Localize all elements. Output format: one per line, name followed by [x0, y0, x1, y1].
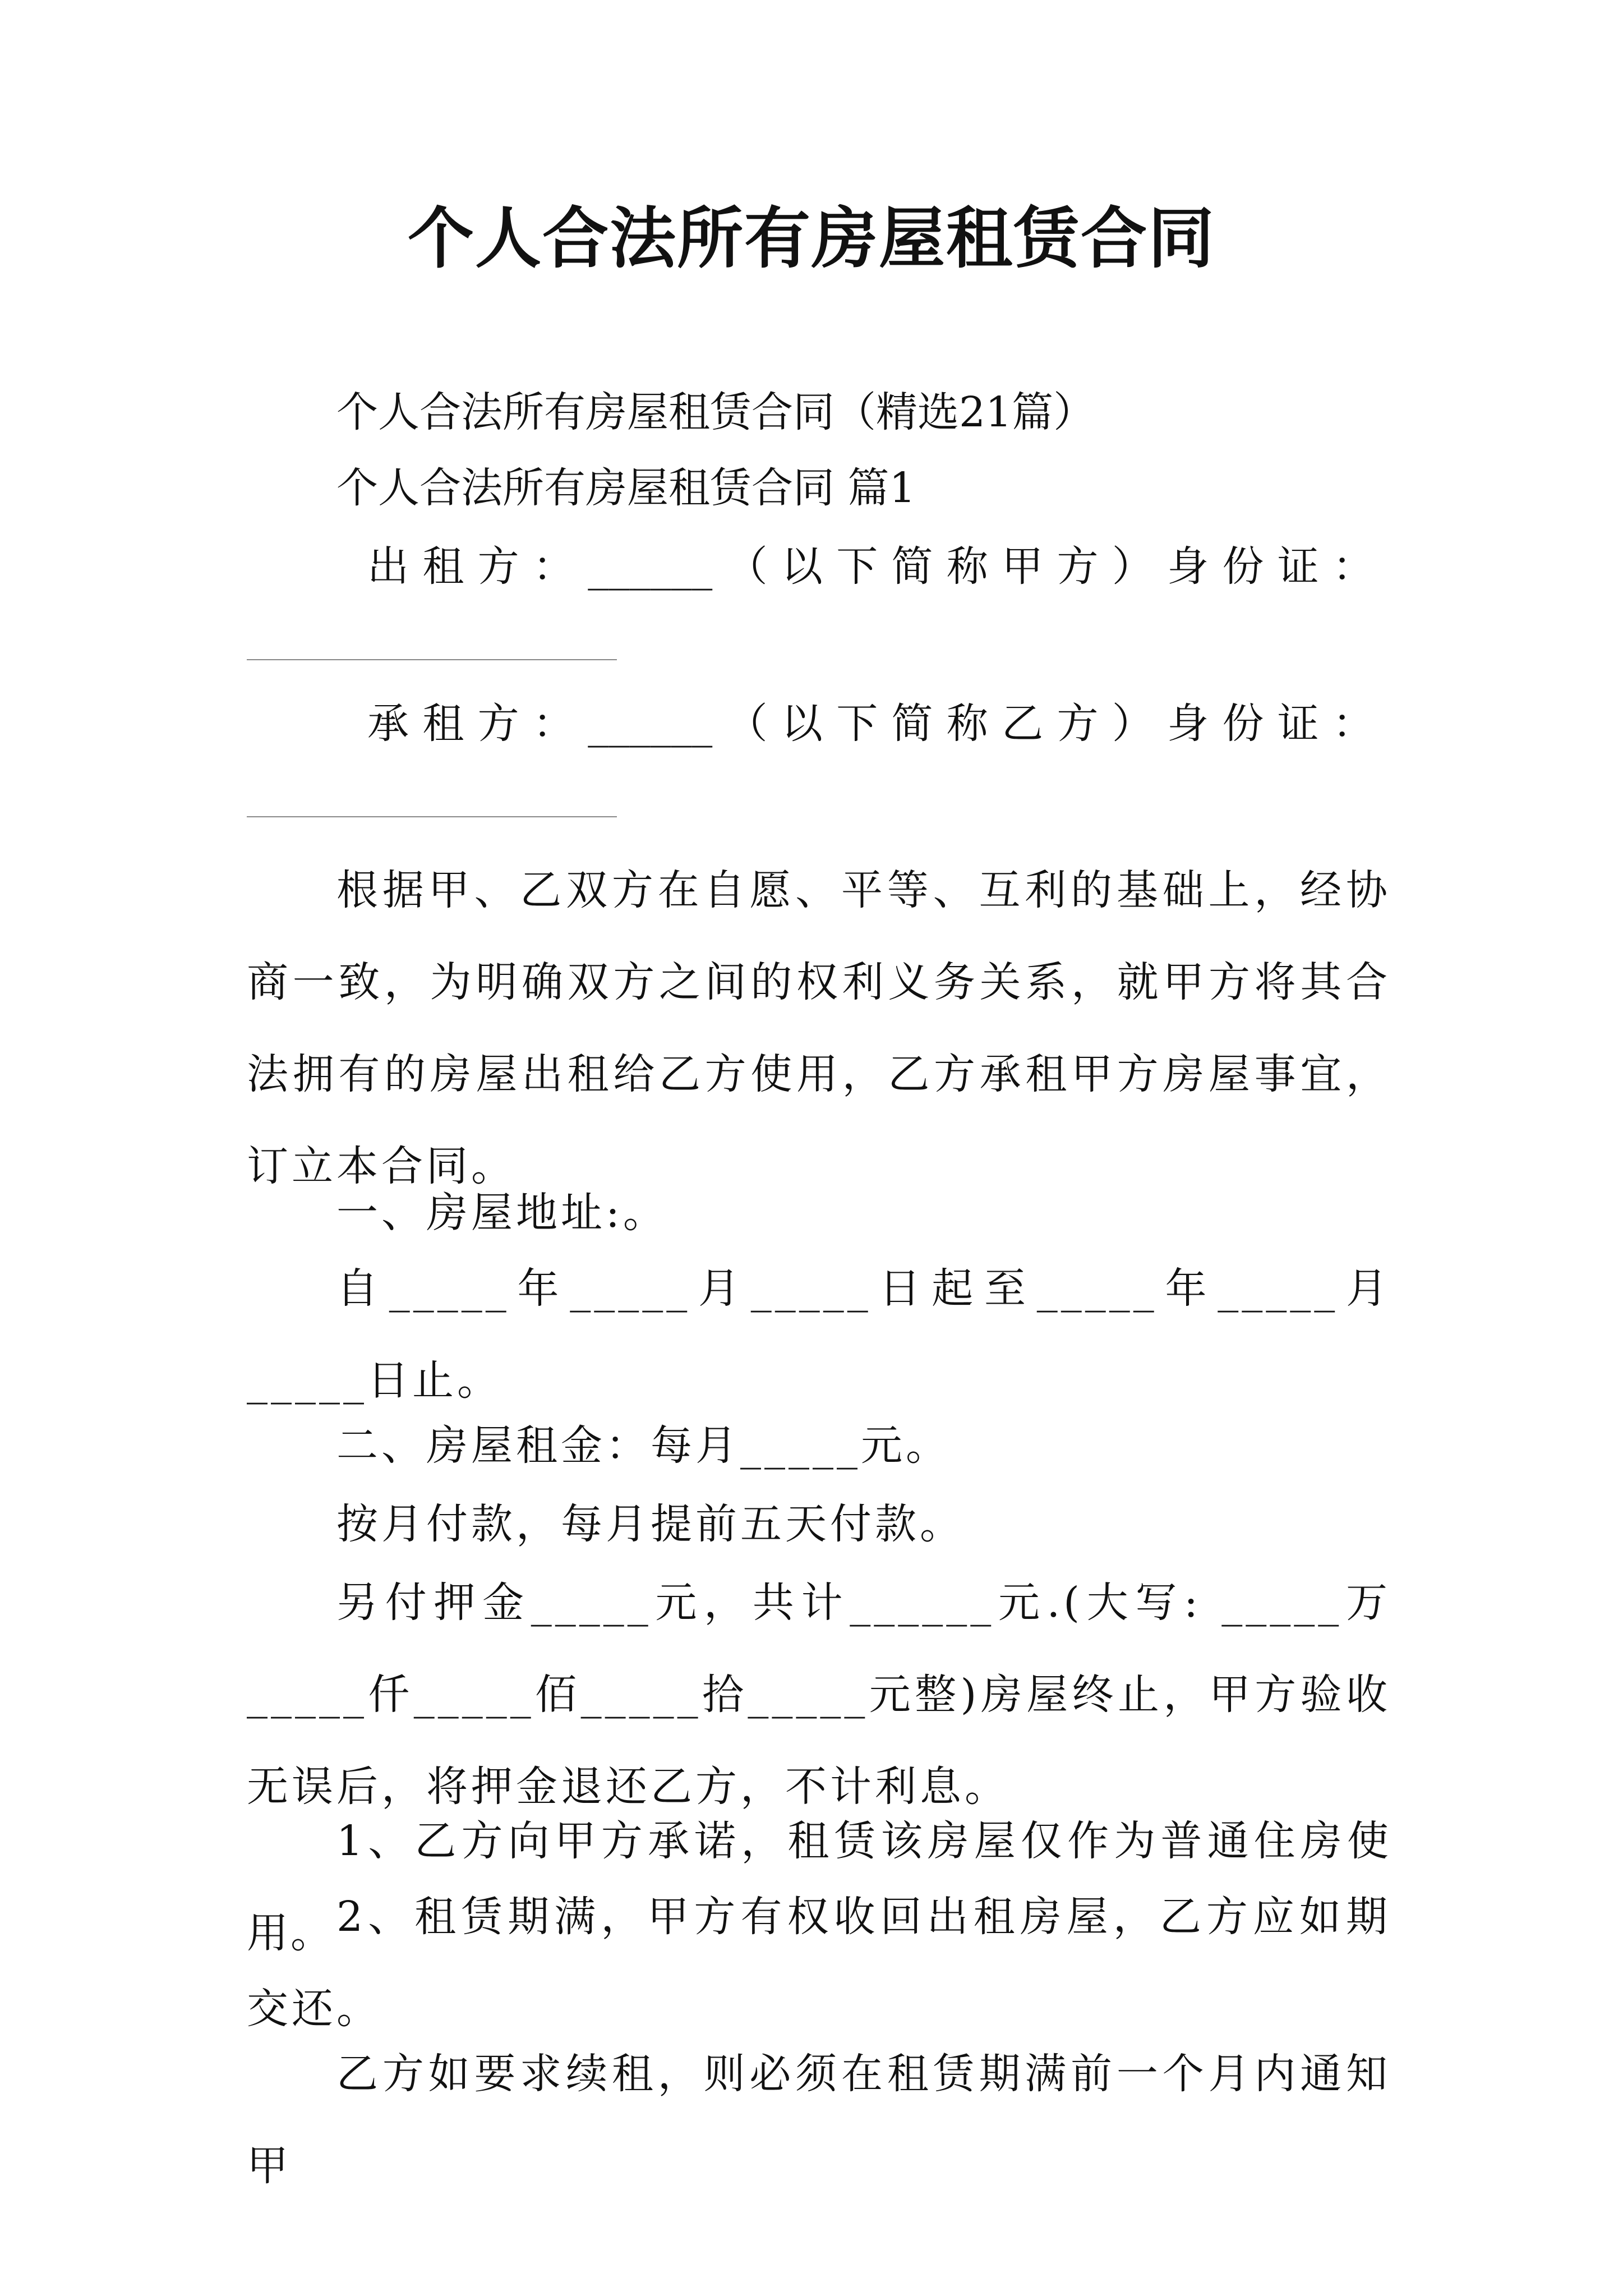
lessor-char: ： [532, 542, 574, 591]
clause-item-1: 1、乙方向甲方承诺，租赁该房屋仅作为普通住房使用。 [247, 1817, 1391, 1957]
lessor-char: 简 [891, 542, 933, 591]
lessor-char: 证 [1277, 542, 1319, 591]
document-subtitle: 个人合法所有房屋租赁合同（精选21篇） [336, 388, 1095, 436]
lessor-char: 称 [946, 542, 988, 591]
lessee-id-blank-line [247, 816, 617, 817]
clause-deposit: 另付押金_____元，共计______元.(大写: _____万_____仟_____佰_____拾_____元整)房屋终止，甲方验收无误后，将押金退还乙方，不计利息。 [247, 1579, 1391, 1811]
lessee-char: 租 [422, 700, 464, 748]
lessor-char: 甲 [1002, 542, 1044, 591]
lessor-line [367, 541, 1374, 592]
document-title: 个人合法所有房屋租赁合同 [407, 199, 1215, 277]
lessor-char: 租 [422, 542, 464, 591]
clause-payment: 按月付款，每月提前五天付款。 [336, 1500, 965, 1548]
lessor-char: 方 [1057, 542, 1099, 591]
lessee-char: ： [1332, 700, 1374, 748]
lessor-char: 以 [781, 542, 823, 591]
lessee-char: 以 [781, 700, 823, 748]
section-heading: 个人合法所有房屋租赁合同 篇1 [336, 464, 916, 512]
clause-item-2: 2、租赁期满，甲方有权收回出租房屋，乙方应如期交还。 [247, 1893, 1391, 2033]
lessee-char: ） [1112, 700, 1154, 748]
lessee-char: ： [532, 700, 574, 748]
lessee-char: 称 [946, 700, 988, 748]
intro-paragraph: 根据甲、乙双方在自愿、平等、互利的基础上，经协商一致，为明确双方之间的权利义务关系，就甲方将其合法拥有的房屋出租给乙方使用，乙方承租甲方房屋事宜，订立本合同。 [247, 866, 1391, 1190]
clause-term: 自_____年_____月_____日起至_____年_____月_____日止。 [247, 1264, 1391, 1405]
lessor-char: 出 [367, 542, 409, 591]
lessor-char: 身 [1167, 542, 1209, 591]
lessee-char: 份 [1222, 700, 1264, 748]
lessee-char: （ [726, 700, 768, 748]
clause-rent: 二、房屋租金：每月_____元。 [336, 1421, 951, 1470]
lessor-char: ） [1112, 542, 1154, 591]
lessor-char: 方 [477, 542, 519, 591]
lessee-char: 下 [836, 700, 878, 748]
lessee-line [367, 698, 1374, 749]
clause-address: 一、房屋地址:。 [336, 1189, 668, 1237]
lessor-id-blank-line [247, 659, 617, 660]
lessor-char: ： [1332, 542, 1374, 591]
lessee-char: 简 [891, 700, 933, 748]
lessor-char: 份 [1222, 542, 1264, 591]
lessor-char: 下 [836, 542, 878, 591]
lessor-blank: ______ [588, 542, 713, 591]
lessee-char: 承 [367, 700, 409, 748]
lessee-blank: ______ [588, 700, 713, 748]
lessor-char: （ [726, 542, 768, 591]
clause-renewal: 乙方如要求续租，则必须在租赁期满前一个月内通知甲 [247, 2050, 1391, 2190]
lessee-char: 证 [1277, 700, 1319, 748]
lessee-char: 身 [1167, 700, 1209, 748]
lessee-char: 方 [477, 700, 519, 748]
lessee-char: 方 [1057, 700, 1099, 748]
lessee-char: 乙 [1002, 700, 1044, 748]
